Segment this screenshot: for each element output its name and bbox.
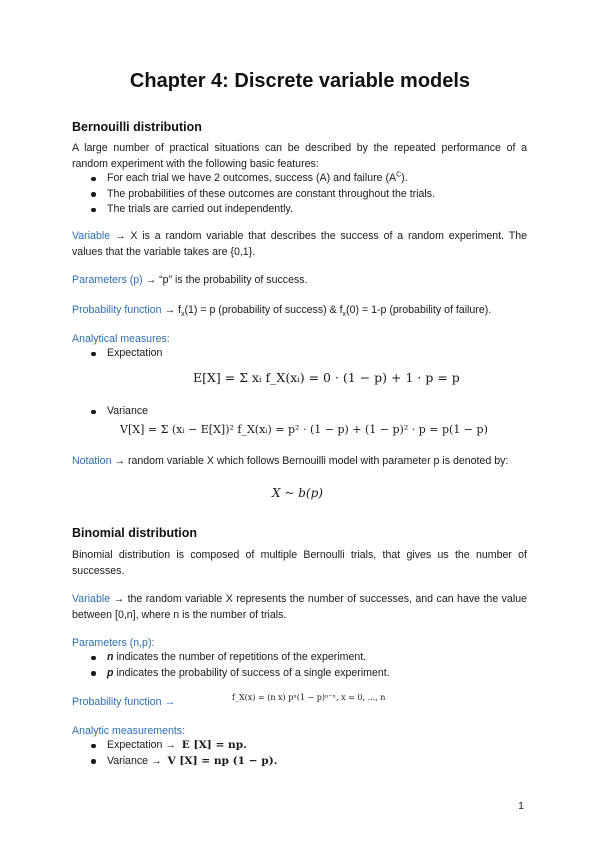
expectation-formula: E[X] = Σ xᵢ f_X(xᵢ) = 0 · (1 − p) + 1 · p = p <box>193 370 460 385</box>
list-item: The trials are carried out independently. <box>72 202 527 218</box>
variance-formula: V[X] = Σ (xᵢ − E[X])² f_X(xᵢ) = p² · (1 − p) + (1 − p)² · p = p(1 − p) <box>120 423 488 436</box>
binomial-probability-function-label: Probability function → <box>72 696 176 708</box>
binomial-variable-paragraph: Variable → the random variable X represents the number of successes, and can have the value between [0,n], where n is the number of trials. <box>72 593 527 621</box>
page-title: Chapter 4: Discrete variable models <box>129 70 471 92</box>
bernoulli-variable-paragraph: Variable → X is a random variable that describes the success of a random experiment. The values that the variable takes are {0,1}. <box>72 230 527 258</box>
expectation-label: Expectation <box>72 346 527 362</box>
variance-label: Variance <box>72 404 527 420</box>
page-number: 1 <box>518 800 524 812</box>
list-item: n indicates the number of repetitions of the experiment. <box>72 650 527 666</box>
binomial-parameter-list <box>72 650 527 681</box>
variable-label: Variable <box>72 230 111 242</box>
bernoulli-intro: A large number of practical situations can be described by the repeated performance of a random experiment with the following basic features: <box>72 142 527 170</box>
notation-paragraph: Notation → random variable X which follows Bernouilli model with parameter p is denoted by: <box>72 455 509 467</box>
list-item: For each trial we have 2 outcomes, success (A) and failure $(A^C)$. <box>72 171 527 187</box>
notation-label: Notation <box>72 455 112 467</box>
analytical-measures-label: Analytical measures: <box>72 333 170 345</box>
binomial-parameters-label: Parameters (n,p): <box>72 637 155 649</box>
binomial-measures-list <box>72 738 527 769</box>
probability-function-label: Probability function <box>72 304 162 316</box>
binomial-probability-formula: f_X(x) = (n x) pˣ(1 − p)ⁿ⁻ˣ, x = 0, ..., n <box>232 693 386 702</box>
list-item: Expectation → E [X] = np. <box>72 738 527 754</box>
variable-label: Variable <box>72 593 111 605</box>
variance-list <box>72 404 527 420</box>
analytic-measurements-label: Analytic measurements: <box>72 725 186 737</box>
bernoulli-probability-function: Probability function → $f_x(1) = p$ (probability of success) & $f_x(0) = 1-p$ (probability of failure). <box>72 304 492 319</box>
parameters-label: Parameters (p) <box>72 274 143 286</box>
binomial-heading: Binomial distribution <box>72 526 197 540</box>
list-item: Variance → V [X] = np (1 − p). <box>72 754 527 770</box>
bernoulli-heading: Bernouilli distribution <box>72 120 202 134</box>
binomial-expectation-formula: E [X] = np. <box>181 739 247 751</box>
binomial-variance-formula: V [X] = np (1 − p). <box>167 754 278 767</box>
expectation-list <box>72 346 527 362</box>
binomial-intro: Binomial distribution is composed of multiple Bernoulli trials, that gives us the number of successes. <box>72 549 527 577</box>
notation-formula: X ~ b(p) <box>272 486 323 500</box>
bernoulli-feature-list <box>72 171 527 218</box>
bernoulli-parameters-paragraph: Parameters (p) → “p” is the probability of success. <box>72 274 308 286</box>
list-item: The probabilities of these outcomes are constant throughout the trials. <box>72 187 527 203</box>
list-item: p indicates the probability of success of a single experiment. <box>72 666 527 682</box>
